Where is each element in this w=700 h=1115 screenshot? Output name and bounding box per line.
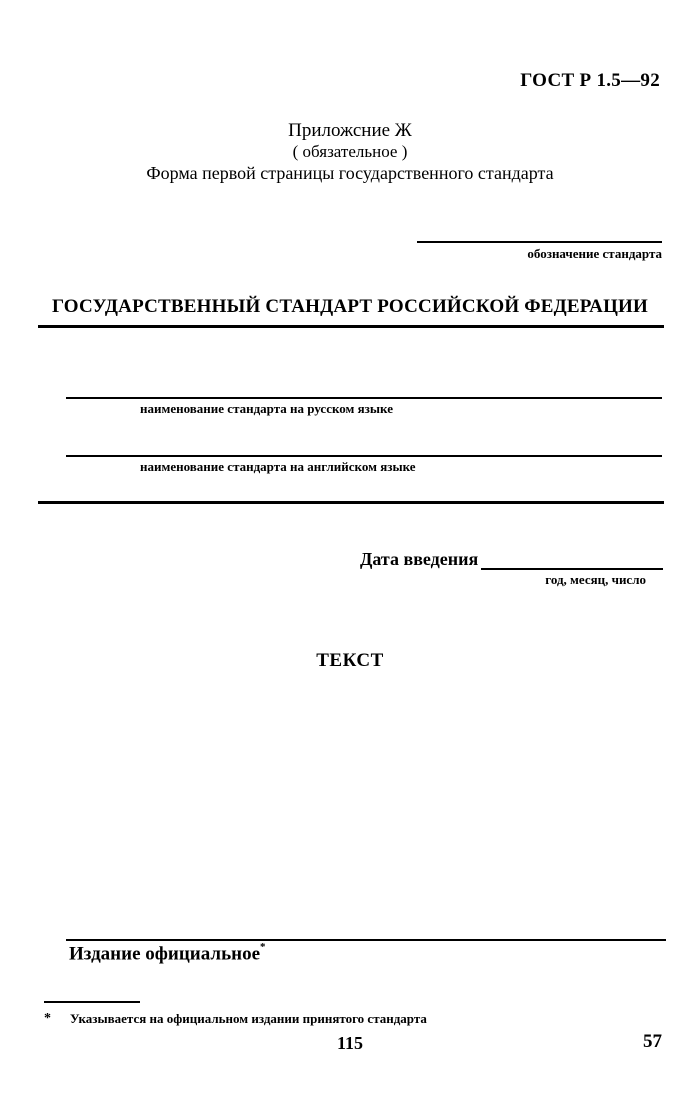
appendix-title: Приложсние Ж [288, 120, 412, 141]
designation-fill-line [417, 241, 662, 243]
edition-label [69, 943, 266, 965]
standard-header: ГОСУДАРСТВЕННЫЙ СТАНДАРТ РОССИЙСКОЙ ФЕДЕРАЦИИ [51, 296, 649, 317]
russian-name-fill-line [66, 397, 662, 399]
page-number-right: 57 [643, 1031, 662, 1052]
introduction-date-caption: год, месяц, число [545, 572, 646, 587]
page-number-center: 115 [336, 1033, 363, 1053]
introduction-date-fill-line [481, 568, 663, 570]
designation-caption: обозначение стандарта [527, 246, 662, 261]
footnote-text: Указывается на официальном издании принятого стандарта [70, 1011, 427, 1026]
appendix-status: ( обязательное ) [292, 142, 408, 161]
introduction-date-label: Дата введения [360, 549, 479, 569]
document-code: ГОСТ Р 1.5—92 [520, 70, 660, 91]
english-name-fill-line [66, 455, 662, 457]
header-divider [38, 325, 664, 328]
section-divider [38, 501, 664, 504]
appendix-subject: Форма первой страницы государственного стандарта [146, 163, 554, 183]
russian-name-caption: наименование стандарта на русском языке [140, 401, 393, 416]
english-name-caption: наименование стандарта на английском языке [140, 459, 416, 474]
footnote-mark: * [44, 1011, 51, 1026]
footnote-separator [44, 1001, 140, 1003]
edition-divider [66, 939, 666, 941]
edition-footnote-mark: * [260, 941, 266, 953]
edition-label-text: Издание официальное [69, 943, 261, 965]
body-text-placeholder: ТЕКСТ [316, 650, 384, 671]
